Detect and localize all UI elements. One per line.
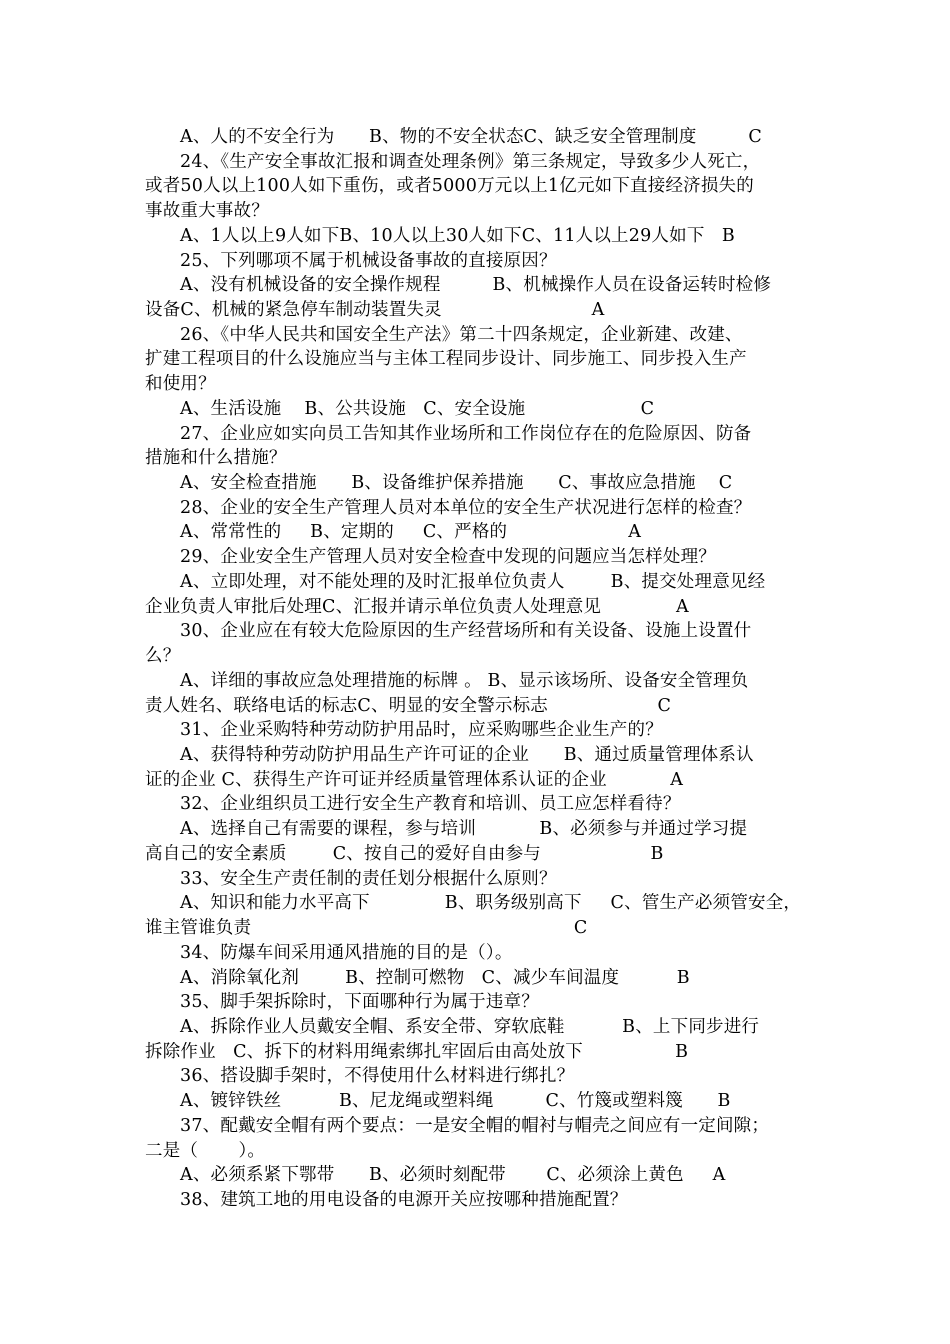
text-line: 34、防爆车间采用通风措施的目的是（）。 [180, 943, 513, 963]
text-line: A、生活设施 B、公共设施 C、安全设施 C [180, 399, 655, 419]
text-line: 35、脚手架拆除时，下面哪种行为属于违章？ [180, 992, 539, 1012]
text-line: 24、《生产安全事故汇报和调查处理条例》第三条规定，导致多少人死亡， [180, 152, 761, 172]
text-line: A、1人以上9人如下B、10人以上30人如下C、11人以上29人如下 B [180, 226, 735, 246]
text-line: 30、企业应在有较大危险原因的生产经营场所和有关设备、设施上设置什 [180, 621, 752, 641]
text-line: 措施和什么措施？ [145, 448, 287, 468]
text-line: A、知识和能力水平高下 B、职务级别高下 C、管生产必须管安全， [180, 893, 802, 913]
text-line: A、选择自己有需要的课程，参与培训 B、必须参与并通过学习提 [180, 819, 748, 839]
text-line: 二是（ ）。 [145, 1141, 266, 1161]
text-line: A、详细的事故应急处理措施的标牌 。 B、显示该场所、设备安全管理负 [180, 671, 749, 691]
text-line: 36、搭设脚手架时，不得使用什么材料进行绑扎？ [180, 1066, 575, 1086]
text-line: 28、企业的安全生产管理人员对本单位的安全生产状况进行怎样的检查？ [180, 498, 752, 518]
text-line: 26、《中华人民共和国安全生产法》第二十四条规定，企业新建、改建、 [180, 325, 743, 345]
text-line: A、消除氧化剂 B、控制可燃物 C、减少车间温度 B [180, 968, 690, 988]
text-line: A、常常性的 B、定期的 C、严格的 A [180, 522, 642, 542]
text-line: A、人的不安全行为 B、物的不安全状态C、缺乏安全管理制度 C [180, 127, 763, 147]
text-line: A、镀锌铁丝 B、尼龙绳或塑料绳 C、竹篾或塑料篾 B [180, 1091, 731, 1111]
text-line: 企业负责人审批后处理C、汇报并请示单位负责人处理意见 A [145, 597, 689, 617]
text-line: 证的企业 C、获得生产许可证并经质量管理体系认证的企业 A [145, 770, 684, 790]
text-line: A、获得特种劳动防护用品生产许可证的企业 B、通过质量管理体系认 [180, 745, 754, 765]
text-line: 高自己的安全素质 C、按自己的爱好自由参与 B [145, 844, 664, 864]
text-line: 29、企业安全生产管理人员对安全检查中发现的问题应当怎样处理？ [180, 547, 716, 567]
text-line: 责人姓名、联络电话的标志C、明显的安全警示标志 C [145, 696, 672, 716]
text-line: 谁主管谁负责 C [145, 918, 588, 938]
text-line: 27、企业应如实向员工告知其作业场所和工作岗位存在的危险原因、防备 [180, 424, 752, 444]
text-line: 32、企业组织员工进行安全生产教育和培训、员工应怎样看待？ [180, 794, 681, 814]
text-line: 37、配戴安全帽有两个要点：一是安全帽的帽衬与帽壳之间应有一定间隙； [180, 1116, 770, 1136]
text-line: 事故重大事故？ [145, 201, 269, 221]
text-line: 31、企业采购特种劳动防护用品时，应采购哪些企业生产的？ [180, 720, 663, 740]
text-line: A、必须系紧下鄂带 B、必须时刻配带 C、必须涂上黄色 A [180, 1165, 726, 1185]
text-line: A、拆除作业人员戴安全帽、系安全带、穿软底鞋 B、上下同步进行 [180, 1017, 760, 1037]
text-line: A、立即处理，对不能处理的及时汇报单位负责人 B、提交处理意见经 [180, 572, 766, 592]
text-line: 和使用？ [145, 374, 216, 394]
text-line: 25、下列哪项不属于机械设备事故的直接原因？ [180, 251, 557, 271]
text-line: 拆除作业 C、拆下的材料用绳索绑扎牢固后由高处放下 B [145, 1042, 689, 1062]
text-line: 么？ [145, 646, 181, 666]
text-line: 扩建工程项目的什么设施应当与主体工程同步设计、同步施工、同步投入生产 [145, 349, 747, 369]
text-line: 33、安全生产责任制的责任划分根据什么原则？ [180, 869, 557, 889]
text-line: 或者50人以上100人如下重伤，或者5000万元以上1亿元如下直接经济损失的 [145, 176, 754, 196]
text-line: A、安全检查措施 B、设备维护保养措施 C、事故应急措施 C [180, 473, 733, 493]
text-line: A、没有机械设备的安全操作规程 B、机械操作人员在设备运转时检修 [180, 275, 772, 295]
text-line: 38、建筑工地的用电设备的电源开关应按哪种措施配置？ [180, 1190, 628, 1210]
text-line: 设备C、机械的紧急停车制动装置失灵 A [145, 300, 605, 320]
